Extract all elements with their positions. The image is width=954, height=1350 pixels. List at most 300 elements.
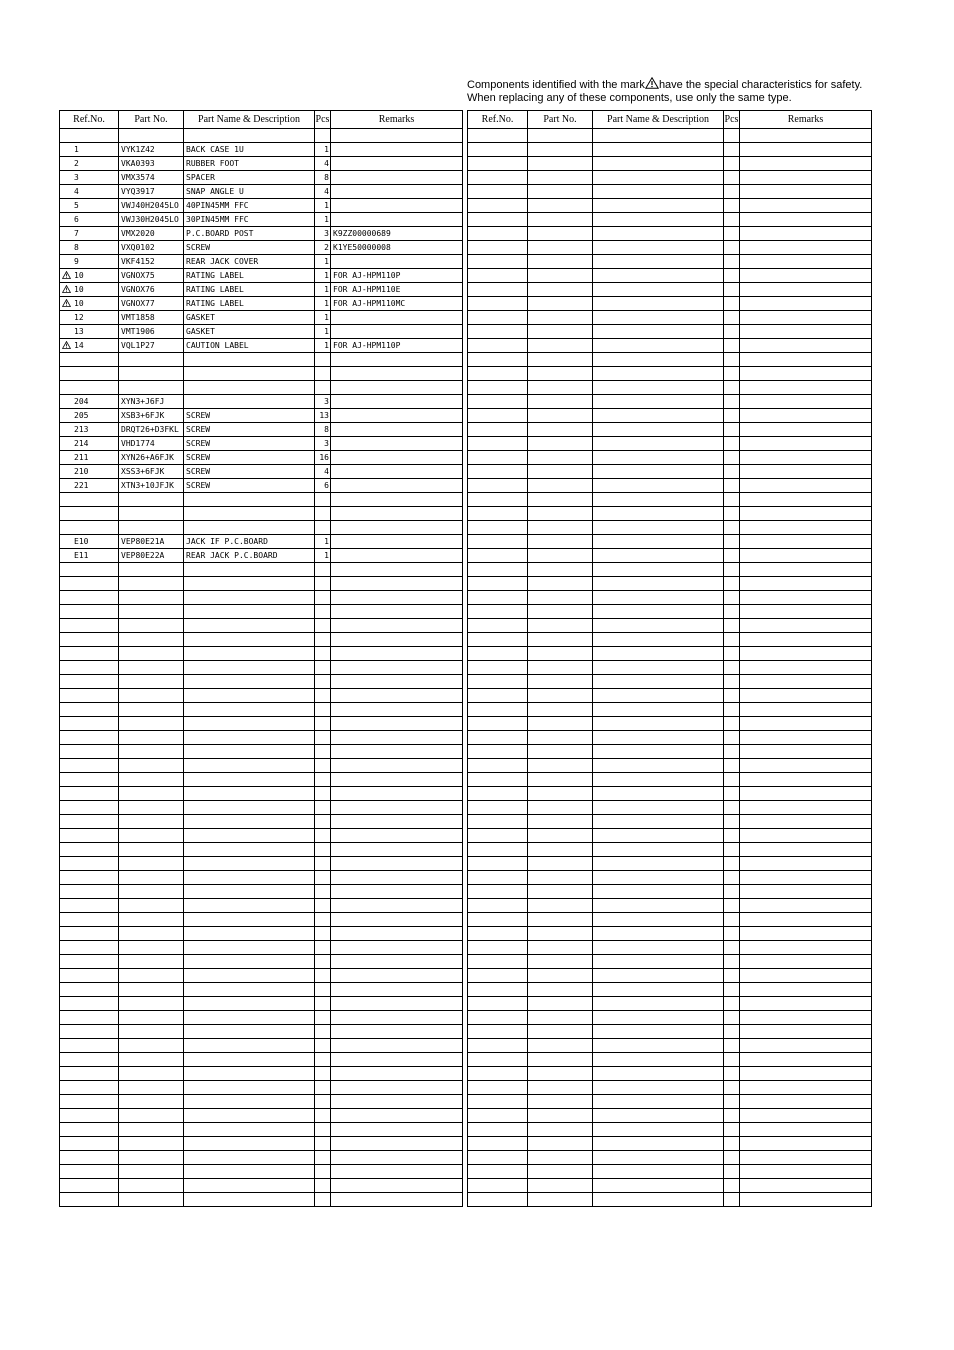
ref-no-cell [60, 1179, 119, 1193]
remarks-cell [740, 535, 872, 549]
table-row [60, 843, 463, 857]
pcs-cell: 13 [315, 409, 331, 423]
table-row [468, 745, 872, 759]
ref-no-cell [60, 1025, 119, 1039]
remarks-cell [740, 997, 872, 1011]
remarks-cell [740, 381, 872, 395]
description-cell [593, 787, 724, 801]
pcs-cell [724, 899, 740, 913]
remarks-cell [740, 913, 872, 927]
description-cell [184, 773, 315, 787]
remarks-cell: K9ZZ00000689 [331, 227, 463, 241]
remarks-cell [331, 143, 463, 157]
ref-no-cell [60, 381, 119, 395]
ref-no-cell [60, 675, 119, 689]
table-row [60, 815, 463, 829]
remarks-cell [331, 689, 463, 703]
remarks-cell [740, 1053, 872, 1067]
description-cell [184, 591, 315, 605]
table-row [60, 1025, 463, 1039]
remarks-cell [740, 451, 872, 465]
ref-no-label: E11 [74, 551, 89, 560]
pcs-cell [315, 563, 331, 577]
ref-no-cell [60, 1151, 119, 1165]
ref-no-cell [468, 1095, 528, 1109]
pcs-cell [724, 367, 740, 381]
table-row [60, 563, 463, 577]
ref-no-label: 10 [74, 285, 84, 294]
part-no-cell [119, 605, 184, 619]
remarks-cell [740, 619, 872, 633]
table-row [60, 717, 463, 731]
table-row [468, 255, 872, 269]
part-no-cell [119, 773, 184, 787]
part-no-cell [528, 1179, 593, 1193]
description-cell [184, 899, 315, 913]
table-row [468, 283, 872, 297]
table-row [60, 241, 463, 255]
part-no-cell [528, 325, 593, 339]
remarks-cell [740, 311, 872, 325]
pcs-cell [724, 1067, 740, 1081]
remarks-cell [331, 213, 463, 227]
remarks-cell [740, 479, 872, 493]
description-cell [184, 871, 315, 885]
ref-no-cell [60, 521, 119, 535]
ref-no-label: 204 [74, 397, 89, 406]
remarks-cell [331, 381, 463, 395]
ref-no-cell [60, 927, 119, 941]
part-no-cell [119, 1039, 184, 1053]
part-no-cell: VEP80E21A [119, 535, 184, 549]
remarks-cell [331, 395, 463, 409]
table-row [468, 269, 872, 283]
remarks-cell [740, 283, 872, 297]
ref-no-cell [468, 829, 528, 843]
part-no-cell [528, 633, 593, 647]
table-row [468, 1165, 872, 1179]
ref-no-label: 2 [74, 159, 79, 168]
table-row [468, 787, 872, 801]
ref-no-cell [60, 171, 119, 185]
description-cell: SCREW [184, 423, 315, 437]
table-row [468, 409, 872, 423]
remarks-cell: FOR AJ-HPM110P [331, 269, 463, 283]
pcs-cell: 1 [315, 269, 331, 283]
remarks-cell [331, 1151, 463, 1165]
table-row [468, 647, 872, 661]
remarks-cell [331, 157, 463, 171]
pcs-cell: 1 [315, 283, 331, 297]
ref-no-cell [60, 759, 119, 773]
pcs-cell: 4 [315, 185, 331, 199]
ref-no-cell [468, 549, 528, 563]
table-row [468, 381, 872, 395]
pcs-cell [724, 717, 740, 731]
table-row [468, 941, 872, 955]
ref-no-cell [60, 829, 119, 843]
table-row [60, 927, 463, 941]
part-no-cell [119, 633, 184, 647]
table-row [468, 1039, 872, 1053]
description-cell [184, 619, 315, 633]
description-cell [593, 983, 724, 997]
pcs-cell [724, 1095, 740, 1109]
pcs-cell [315, 381, 331, 395]
description-cell [184, 829, 315, 843]
remarks-cell: K1YE50000008 [331, 241, 463, 255]
pcs-cell: 1 [315, 297, 331, 311]
part-no-cell [528, 437, 593, 451]
ref-no-cell [60, 367, 119, 381]
pcs-cell: 1 [315, 339, 331, 353]
description-cell [593, 283, 724, 297]
remarks-cell [740, 549, 872, 563]
description-cell [184, 1165, 315, 1179]
remarks-cell [740, 773, 872, 787]
ref-no-cell [60, 745, 119, 759]
ref-no-cell [468, 619, 528, 633]
part-no-cell: VWJ40H2045LO [119, 199, 184, 213]
part-no-cell [528, 1165, 593, 1179]
pcs-cell [315, 801, 331, 815]
table-row [468, 395, 872, 409]
part-no-cell [528, 619, 593, 633]
description-cell [593, 213, 724, 227]
pcs-cell [724, 465, 740, 479]
ref-no-cell [60, 983, 119, 997]
pcs-cell [724, 745, 740, 759]
remarks-cell [740, 675, 872, 689]
part-no-cell [528, 731, 593, 745]
description-cell [593, 1039, 724, 1053]
table-row [468, 591, 872, 605]
pcs-cell [724, 199, 740, 213]
ref-no-cell [468, 843, 528, 857]
ref-no-cell [60, 199, 119, 213]
pcs-cell [724, 997, 740, 1011]
ref-no-cell [468, 339, 528, 353]
part-no-cell [528, 157, 593, 171]
ref-no-cell [468, 983, 528, 997]
part-no-cell [528, 1025, 593, 1039]
ref-no-cell [60, 1193, 119, 1207]
ref-no-label: 211 [74, 453, 89, 462]
table-row [468, 1095, 872, 1109]
remarks-cell [331, 255, 463, 269]
ref-no-cell [60, 773, 119, 787]
pcs-cell [315, 717, 331, 731]
pcs-cell [315, 899, 331, 913]
pcs-cell [315, 675, 331, 689]
description-cell [593, 647, 724, 661]
pcs-cell [724, 171, 740, 185]
ref-no-cell [60, 843, 119, 857]
remarks-cell [740, 507, 872, 521]
remarks-cell [331, 759, 463, 773]
remarks-cell [331, 661, 463, 675]
pcs-cell [724, 1137, 740, 1151]
part-no-cell [528, 829, 593, 843]
table-row [60, 1109, 463, 1123]
table-row [60, 199, 463, 213]
remarks-cell [331, 969, 463, 983]
ref-no-cell [60, 283, 119, 297]
ref-no-cell [60, 605, 119, 619]
pcs-cell [724, 1165, 740, 1179]
description-cell [593, 1081, 724, 1095]
table-row [468, 1067, 872, 1081]
remarks-cell [331, 171, 463, 185]
pcs-cell [315, 759, 331, 773]
pcs-cell: 3 [315, 227, 331, 241]
remarks-cell [740, 339, 872, 353]
table-row [468, 759, 872, 773]
description-cell [593, 339, 724, 353]
description-cell [593, 535, 724, 549]
remarks-cell [331, 1109, 463, 1123]
ref-no-cell [468, 1081, 528, 1095]
description-cell [593, 311, 724, 325]
description-cell [593, 815, 724, 829]
part-no-cell [119, 913, 184, 927]
description-cell [184, 787, 315, 801]
description-cell [593, 899, 724, 913]
pcs-cell [315, 591, 331, 605]
ref-no-cell [468, 1067, 528, 1081]
part-no-cell [119, 941, 184, 955]
ref-no-cell [468, 927, 528, 941]
remarks-cell [331, 1193, 463, 1207]
part-no-cell [119, 717, 184, 731]
table-row [468, 507, 872, 521]
remarks-cell [331, 1179, 463, 1193]
ref-no-cell [468, 507, 528, 521]
table-row [60, 171, 463, 185]
table-row [60, 437, 463, 451]
part-no-cell [528, 129, 593, 143]
table-row [468, 955, 872, 969]
description-cell [593, 423, 724, 437]
part-no-cell [119, 801, 184, 815]
pcs-cell [315, 787, 331, 801]
pcs-cell [724, 871, 740, 885]
description-cell: JACK IF P.C.BOARD [184, 535, 315, 549]
ref-no-label: 214 [74, 439, 89, 448]
remarks-cell [331, 717, 463, 731]
remarks-cell [740, 885, 872, 899]
table-row [60, 997, 463, 1011]
part-no-cell [528, 591, 593, 605]
pcs-cell: 6 [315, 479, 331, 493]
ref-no-cell [468, 493, 528, 507]
table-row [468, 1137, 872, 1151]
ref-no-cell [60, 437, 119, 451]
part-no-cell [528, 1109, 593, 1123]
ref-no-cell [468, 591, 528, 605]
description-cell: RUBBER FOOT [184, 157, 315, 171]
part-no-cell [528, 1095, 593, 1109]
part-no-cell [119, 955, 184, 969]
part-no-cell [528, 367, 593, 381]
description-cell [184, 815, 315, 829]
safety-notice-line2: When replacing any of these components, use only the same type. [467, 92, 792, 104]
ref-no-cell [468, 997, 528, 1011]
table-row [60, 829, 463, 843]
ref-no-cell [468, 577, 528, 591]
pcs-cell [315, 129, 331, 143]
part-no-cell [528, 451, 593, 465]
part-no-cell [528, 843, 593, 857]
table-row [60, 535, 463, 549]
part-no-cell: VYQ3917 [119, 185, 184, 199]
description-cell: SCREW [184, 451, 315, 465]
description-cell [184, 801, 315, 815]
table-row [60, 367, 463, 381]
remarks-cell [331, 871, 463, 885]
pcs-cell [724, 885, 740, 899]
table-row [468, 185, 872, 199]
remarks-cell [740, 465, 872, 479]
description-cell: SCREW [184, 409, 315, 423]
table-row [60, 311, 463, 325]
remarks-cell [740, 1193, 872, 1207]
table-row [60, 703, 463, 717]
table-row [468, 773, 872, 787]
remarks-cell [740, 717, 872, 731]
table-row [60, 885, 463, 899]
description-cell [593, 1193, 724, 1207]
part-no-cell [119, 871, 184, 885]
table-row [60, 423, 463, 437]
part-no-cell [119, 577, 184, 591]
part-no-cell [119, 1151, 184, 1165]
description-cell [593, 843, 724, 857]
description-cell [184, 633, 315, 647]
part-no-cell [528, 745, 593, 759]
pcs-cell [724, 381, 740, 395]
table-row [468, 535, 872, 549]
pcs-cell [724, 1011, 740, 1025]
ref-no-cell [468, 1039, 528, 1053]
remarks-cell [740, 423, 872, 437]
description-cell [593, 1179, 724, 1193]
part-no-cell [119, 507, 184, 521]
remarks-cell [331, 913, 463, 927]
part-no-cell [528, 801, 593, 815]
table-header-row [468, 111, 872, 129]
table-row [468, 703, 872, 717]
ref-no-cell [60, 549, 119, 563]
table-row [468, 1081, 872, 1095]
description-cell [593, 619, 724, 633]
pcs-cell [724, 689, 740, 703]
ref-no-cell [468, 717, 528, 731]
ref-no-label: 10 [74, 299, 84, 308]
pcs-cell [315, 941, 331, 955]
remarks-cell [331, 465, 463, 479]
part-no-cell [528, 913, 593, 927]
description-cell [184, 941, 315, 955]
pcs-cell [724, 129, 740, 143]
remarks-cell [740, 129, 872, 143]
table-row [468, 563, 872, 577]
ref-no-cell [468, 969, 528, 983]
remarks-cell [740, 745, 872, 759]
ref-no-cell [60, 647, 119, 661]
pcs-cell [724, 857, 740, 871]
description-cell [184, 675, 315, 689]
remarks-cell [740, 325, 872, 339]
table-row [468, 843, 872, 857]
ref-no-cell [60, 479, 119, 493]
ref-no-cell [468, 423, 528, 437]
part-no-cell [528, 465, 593, 479]
pcs-cell [724, 731, 740, 745]
table-header-row [60, 111, 463, 129]
pcs-cell [724, 703, 740, 717]
part-no-cell [528, 577, 593, 591]
remarks-cell [331, 619, 463, 633]
description-cell [184, 1179, 315, 1193]
ref-no-cell [468, 479, 528, 493]
pcs-cell: 1 [315, 143, 331, 157]
part-no-cell [119, 129, 184, 143]
description-cell [593, 521, 724, 535]
description-cell: P.C.BOARD POST [184, 227, 315, 241]
description-cell [593, 143, 724, 157]
part-no-cell [119, 969, 184, 983]
ref-no-cell [468, 157, 528, 171]
ref-no-cell [60, 269, 119, 283]
remarks-cell [740, 801, 872, 815]
pcs-cell [315, 857, 331, 871]
ref-no-cell [468, 353, 528, 367]
part-no-cell [119, 521, 184, 535]
description-cell [593, 675, 724, 689]
table-row [60, 857, 463, 871]
remarks-cell [331, 199, 463, 213]
pcs-cell [724, 437, 740, 451]
part-no-cell: VMX2020 [119, 227, 184, 241]
remarks-cell [740, 731, 872, 745]
table-row [60, 759, 463, 773]
remarks-cell [740, 759, 872, 773]
table-row [60, 479, 463, 493]
part-no-cell [119, 1123, 184, 1137]
ref-no-cell [468, 899, 528, 913]
header-part-no: Part No. [119, 111, 184, 129]
pcs-cell [724, 759, 740, 773]
description-cell [593, 129, 724, 143]
ref-no-cell [60, 395, 119, 409]
ref-no-cell [60, 1095, 119, 1109]
description-cell [593, 745, 724, 759]
safety-warning-icon [62, 299, 71, 307]
ref-no-cell [60, 297, 119, 311]
ref-no-cell [60, 1137, 119, 1151]
table-row [60, 773, 463, 787]
table-row [60, 801, 463, 815]
part-no-cell: VQL1P27 [119, 339, 184, 353]
ref-no-cell [60, 1011, 119, 1025]
table-row [60, 661, 463, 675]
description-cell [593, 717, 724, 731]
table-row [468, 1179, 872, 1193]
description-cell: SCREW [184, 437, 315, 451]
description-cell: GASKET [184, 325, 315, 339]
table-row [60, 269, 463, 283]
